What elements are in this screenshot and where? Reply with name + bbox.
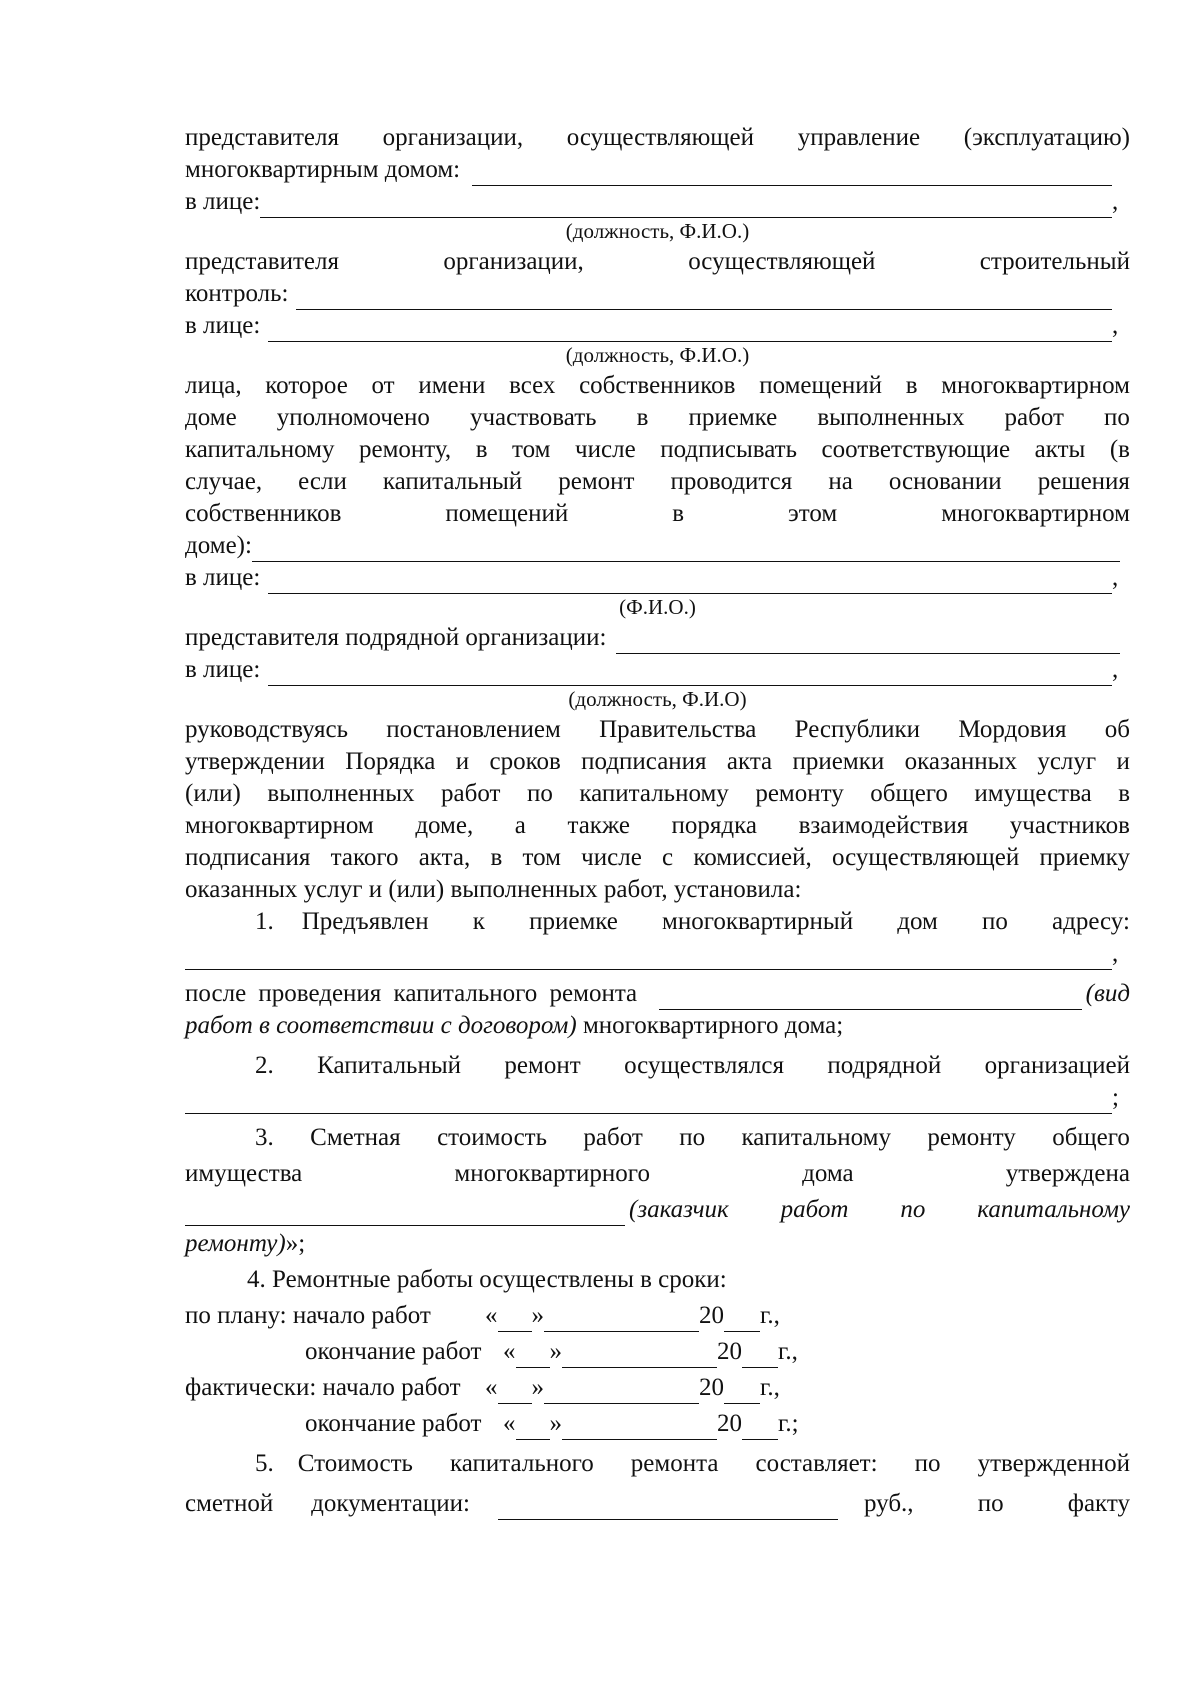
owners-person-field[interactable]	[268, 566, 1112, 594]
word: осуществлялся	[624, 1052, 784, 1079]
construction-label: контроль:	[185, 280, 289, 307]
word: помещений	[759, 372, 882, 399]
word: к	[472, 908, 485, 935]
item3-line3	[185, 1190, 1130, 1226]
year-field[interactable]	[742, 1340, 778, 1368]
word: работ	[441, 780, 501, 807]
mgmt-person-label: в лице:	[185, 188, 261, 215]
year-field[interactable]	[742, 1412, 778, 1440]
item4-dates	[185, 1296, 1130, 1440]
word: адресу:	[1052, 908, 1130, 935]
comma: ,	[1112, 656, 1119, 683]
year-suffix: г.,	[778, 1338, 798, 1365]
date-row	[185, 1368, 1130, 1404]
act-body	[185, 122, 1130, 1520]
guided-line-last	[185, 874, 1130, 906]
word: имущества	[185, 1160, 303, 1187]
guided-line	[185, 778, 1130, 810]
item3-italic-end: ремонту)	[185, 1230, 286, 1257]
word: комиссией,	[693, 844, 812, 871]
word: сроков	[489, 748, 561, 775]
word: Стоимость	[297, 1450, 413, 1477]
contractor-person-field[interactable]	[268, 658, 1112, 686]
item1-repair-line	[185, 978, 1130, 1010]
date-row-label: фактически: начало работ	[185, 1374, 461, 1401]
word: многоквартирном	[185, 812, 374, 839]
open-quote: «	[485, 1374, 498, 1401]
word: представителя	[185, 248, 339, 275]
owners-person-line	[185, 562, 1130, 594]
word: (заказчик	[629, 1196, 729, 1223]
word: том	[512, 436, 551, 463]
guided-text	[185, 778, 1130, 810]
word: Сметная	[310, 1124, 401, 1151]
word: дома	[802, 1160, 854, 1187]
item3-line	[185, 1122, 1130, 1154]
item1-vid-rest: работ в соответствии с договором)	[185, 1012, 577, 1039]
comma: ,	[1112, 188, 1119, 215]
item3-approver-field[interactable]	[185, 1198, 625, 1226]
owners-line	[185, 370, 1130, 402]
word: приемку	[1039, 844, 1130, 871]
item1-row	[255, 906, 1130, 938]
word: участвовать	[469, 404, 597, 431]
word: многоквартирном	[941, 372, 1130, 399]
mgmt-person-field[interactable]	[260, 190, 1112, 218]
word: Республики	[794, 716, 921, 743]
word: осуществляющей	[832, 844, 1020, 871]
word: соответствующие	[821, 436, 1011, 463]
word: помещений	[445, 500, 569, 527]
guided-line	[185, 810, 1130, 842]
word: по	[1104, 404, 1130, 431]
comma: ,	[1112, 312, 1119, 339]
date-row-label: по плану: начало работ	[185, 1302, 431, 1329]
day-field[interactable]	[516, 1340, 550, 1368]
item5-row	[255, 1448, 1130, 1480]
year-suffix: г.,	[760, 1374, 780, 1401]
word: на	[828, 468, 853, 495]
word: ремонт	[504, 1052, 581, 1079]
construction-person-line	[185, 310, 1130, 342]
word: сметной	[185, 1490, 274, 1517]
word: составляет:	[755, 1450, 878, 1477]
item4-line	[185, 1260, 1130, 1296]
word: приемки	[792, 748, 885, 775]
word: если	[298, 468, 347, 495]
word: (в	[1109, 436, 1130, 463]
comma: ,	[1112, 564, 1119, 591]
owners-text	[185, 434, 1130, 466]
close-quote: »	[549, 1338, 562, 1365]
mgmt-org-text	[185, 122, 1130, 154]
word: имени	[418, 372, 486, 399]
word: акты	[1034, 436, 1086, 463]
word: капитальному	[185, 436, 335, 463]
word: капитального	[450, 1450, 594, 1477]
item2-line	[185, 1050, 1130, 1082]
word: случае,	[185, 468, 263, 495]
word: осуществляющей	[566, 124, 755, 151]
word: управление	[797, 124, 921, 151]
contractor-person-line	[185, 654, 1130, 686]
word: (эксплуатацию)	[963, 124, 1130, 151]
item3-line2	[185, 1154, 1130, 1190]
word: руб.,	[864, 1490, 914, 1517]
item4-text: 4. Ремонтные работы осуществлены в сроки:	[247, 1266, 727, 1293]
word: доме	[185, 404, 237, 431]
open-quote: «	[485, 1302, 498, 1329]
word: услуг	[1037, 748, 1097, 775]
word: ремонт	[558, 468, 635, 495]
mgmt-org-label: многоквартирным домом:	[185, 156, 461, 183]
item1-line	[185, 906, 1130, 938]
word: многоквартирный	[662, 908, 854, 935]
construction-person-label: в лице:	[185, 312, 261, 339]
date-row-label: окончание работ	[305, 1410, 482, 1437]
word: дом	[897, 908, 938, 935]
word: стоимость	[437, 1124, 547, 1151]
owners-text	[185, 498, 1130, 530]
word: от	[371, 372, 395, 399]
guided-line	[185, 714, 1130, 746]
word: общего	[1052, 1124, 1130, 1151]
construction-text	[185, 246, 1130, 278]
word: руководствуясь	[185, 716, 349, 743]
item5-number: 5.	[255, 1450, 274, 1477]
item2-text	[255, 1050, 1130, 1082]
word: 3.	[255, 1124, 274, 1151]
word: числе	[575, 436, 636, 463]
mgmt-org-field[interactable]	[472, 158, 1112, 186]
year-field[interactable]	[724, 1376, 760, 1404]
owners-person-label: в лице:	[185, 564, 261, 591]
word: в	[636, 404, 649, 431]
date-row	[185, 1404, 1130, 1440]
word: Порядка	[345, 748, 436, 775]
owners-text	[185, 370, 1130, 402]
date-row	[185, 1332, 1130, 1368]
word: подписания	[581, 748, 707, 775]
close-quote: »	[549, 1410, 562, 1437]
item2-field-line	[185, 1082, 1130, 1114]
year-suffix: г.,	[760, 1302, 780, 1329]
owners-line	[185, 402, 1130, 434]
item3-text2	[185, 1158, 1130, 1190]
word: подписывать	[660, 436, 797, 463]
mgmt-org-line	[185, 122, 1130, 154]
construction-caption: (должность, Ф.И.О.)	[565, 343, 750, 367]
word: собственников	[185, 500, 342, 527]
month-field[interactable]	[544, 1304, 699, 1332]
close-quote: »	[531, 1302, 544, 1329]
guided-text	[185, 810, 1130, 842]
date-row-label: окончание работ	[305, 1338, 482, 1365]
word: Правительства	[599, 716, 757, 743]
word: проводится	[670, 468, 793, 495]
owners-caption: (Ф.И.О.)	[619, 595, 696, 619]
word: и	[1116, 748, 1130, 775]
mgmt-caption: (должность, Ф.И.О.)	[565, 219, 750, 243]
year-prefix: 20	[717, 1338, 742, 1365]
word: капитальному	[977, 1196, 1130, 1223]
owners-line	[185, 466, 1130, 498]
day-field[interactable]	[498, 1304, 532, 1332]
word: в	[1118, 780, 1130, 807]
word: по	[914, 1450, 941, 1477]
item5-line	[185, 1448, 1130, 1480]
word: уполномочено	[276, 404, 430, 431]
word: по	[981, 908, 1008, 935]
word: ремонту	[755, 780, 844, 807]
word: по	[900, 1196, 926, 1223]
word: утвержденной	[977, 1450, 1130, 1477]
item5-text	[298, 1448, 1130, 1480]
item5-rub	[864, 1488, 1130, 1520]
item3-end: »;	[285, 1230, 306, 1257]
item1-address-field[interactable]	[185, 942, 1112, 970]
owners-line	[185, 434, 1130, 466]
contractor-label: представителя подрядной организации:	[185, 624, 607, 651]
date-row	[185, 1296, 1130, 1332]
word: доме,	[415, 812, 474, 839]
construction-person-field[interactable]	[268, 314, 1112, 342]
close-quote: »	[531, 1374, 544, 1401]
word: числе	[581, 844, 642, 871]
word: осуществляющей	[688, 248, 876, 275]
word: 2.	[255, 1052, 274, 1079]
item1-text	[302, 906, 1130, 938]
word: приемке	[688, 404, 778, 431]
word: ремонта	[630, 1450, 719, 1477]
year-suffix: г.;	[778, 1410, 799, 1437]
word: в	[490, 844, 503, 871]
item3-text	[255, 1122, 1130, 1154]
word: (или)	[185, 780, 241, 807]
item1-worktype-field[interactable]	[659, 982, 1082, 1010]
word: в	[475, 436, 488, 463]
word: многоквартирного	[454, 1160, 650, 1187]
word: выполненных	[817, 404, 965, 431]
item1-address-line	[185, 938, 1130, 970]
year-field[interactable]	[724, 1304, 760, 1332]
word: по	[526, 780, 553, 807]
word: акта,	[418, 844, 471, 871]
contractor-person-label: в лице:	[185, 656, 261, 683]
guided-text	[185, 714, 1130, 746]
guided-line	[185, 842, 1130, 874]
word: которое	[265, 372, 348, 399]
word: организации,	[382, 124, 524, 151]
item3-line4	[185, 1226, 1130, 1260]
word: такого	[330, 844, 399, 871]
guided-text	[185, 746, 1130, 778]
word: многоквартирном	[941, 500, 1130, 527]
word: строительный	[979, 248, 1130, 275]
guided-text	[185, 842, 1130, 874]
word: капитальному	[579, 780, 729, 807]
item1-number: 1.	[255, 908, 274, 935]
day-field[interactable]	[516, 1412, 550, 1440]
item1-end: многоквартирного дома;	[576, 1012, 844, 1039]
word: утверждена	[1005, 1160, 1130, 1187]
item5-estimate-field[interactable]	[498, 1492, 838, 1520]
word: лица,	[185, 372, 242, 399]
word: акта	[726, 748, 773, 775]
year-prefix: 20	[717, 1410, 742, 1437]
contractor-field[interactable]	[616, 626, 1120, 654]
word: подрядной	[827, 1052, 942, 1079]
word: документации:	[311, 1490, 470, 1517]
word: решения	[1037, 468, 1130, 495]
word: по	[679, 1124, 706, 1151]
word: Мордовия	[958, 716, 1067, 743]
word: основании	[888, 468, 1002, 495]
word: а	[514, 812, 526, 839]
word: и	[455, 748, 470, 775]
word: выполненных	[267, 780, 415, 807]
open-quote: «	[503, 1410, 516, 1437]
owners-text	[185, 466, 1130, 498]
month-field[interactable]	[562, 1412, 717, 1440]
open-quote: «	[503, 1338, 516, 1365]
construction-line2	[185, 278, 1130, 310]
word: общего	[870, 780, 948, 807]
construction-line	[185, 246, 1130, 278]
month-field[interactable]	[562, 1340, 717, 1368]
word: этом	[788, 500, 838, 527]
word: в	[905, 372, 918, 399]
word: работ	[583, 1124, 643, 1151]
owners-house-field[interactable]	[252, 534, 1120, 562]
word: капитальному	[741, 1124, 891, 1151]
word: постановлением	[386, 716, 561, 743]
word: порядка	[671, 812, 758, 839]
word: том	[522, 844, 561, 871]
word: подписания	[185, 844, 311, 871]
contractor-line	[185, 622, 1130, 654]
word: участников	[1009, 812, 1130, 839]
word: капитальный	[382, 468, 523, 495]
word: приемке	[529, 908, 618, 935]
guided-text: оказанных услуг и (или) выполненных работ, установила:	[185, 876, 802, 903]
construction-field[interactable]	[296, 282, 1112, 310]
item1-repair-line2	[185, 1010, 1130, 1042]
word: в	[672, 500, 685, 527]
contractor-caption: (должность, Ф.И.О)	[568, 687, 747, 711]
item3-italic	[629, 1194, 1130, 1226]
word: Капитальный	[317, 1052, 462, 1079]
word: по	[977, 1490, 1004, 1517]
word: ремонту	[927, 1124, 1016, 1151]
item5-line2	[185, 1480, 1130, 1520]
word: утверждении	[185, 748, 325, 775]
semicolon: ;	[1112, 1084, 1119, 1111]
word: ремонту,	[359, 436, 452, 463]
item5-smet	[185, 1488, 470, 1520]
word: также	[567, 812, 630, 839]
owners-line-last	[185, 530, 1130, 562]
year-prefix: 20	[699, 1302, 724, 1329]
word: работ	[1004, 404, 1064, 431]
year-prefix: 20	[699, 1374, 724, 1401]
word: оказанных	[904, 748, 1017, 775]
month-field[interactable]	[544, 1376, 699, 1404]
word: организацией	[984, 1052, 1130, 1079]
word: имущества	[974, 780, 1092, 807]
owners-house-label: доме):	[185, 532, 252, 559]
mgmt-person-line	[185, 186, 1130, 218]
word: факту	[1067, 1490, 1130, 1517]
item1-vid: (вид	[1085, 980, 1130, 1007]
word: Предъявлен	[301, 908, 429, 935]
word: собственников	[579, 372, 736, 399]
word: работ	[780, 1196, 849, 1223]
word: всех	[509, 372, 556, 399]
owners-text	[185, 402, 1130, 434]
word: организации,	[443, 248, 584, 275]
comma: ,	[1112, 940, 1119, 967]
word: представителя	[185, 124, 339, 151]
word: с	[662, 844, 674, 871]
day-field[interactable]	[498, 1376, 532, 1404]
item2-field[interactable]	[185, 1086, 1112, 1114]
item1-after-repair: после проведения капитального ремонта	[185, 980, 638, 1007]
guided-line	[185, 746, 1130, 778]
word: об	[1104, 716, 1130, 743]
owners-line	[185, 498, 1130, 530]
mgmt-org-line2	[185, 154, 1130, 186]
word: взаимодействия	[798, 812, 969, 839]
